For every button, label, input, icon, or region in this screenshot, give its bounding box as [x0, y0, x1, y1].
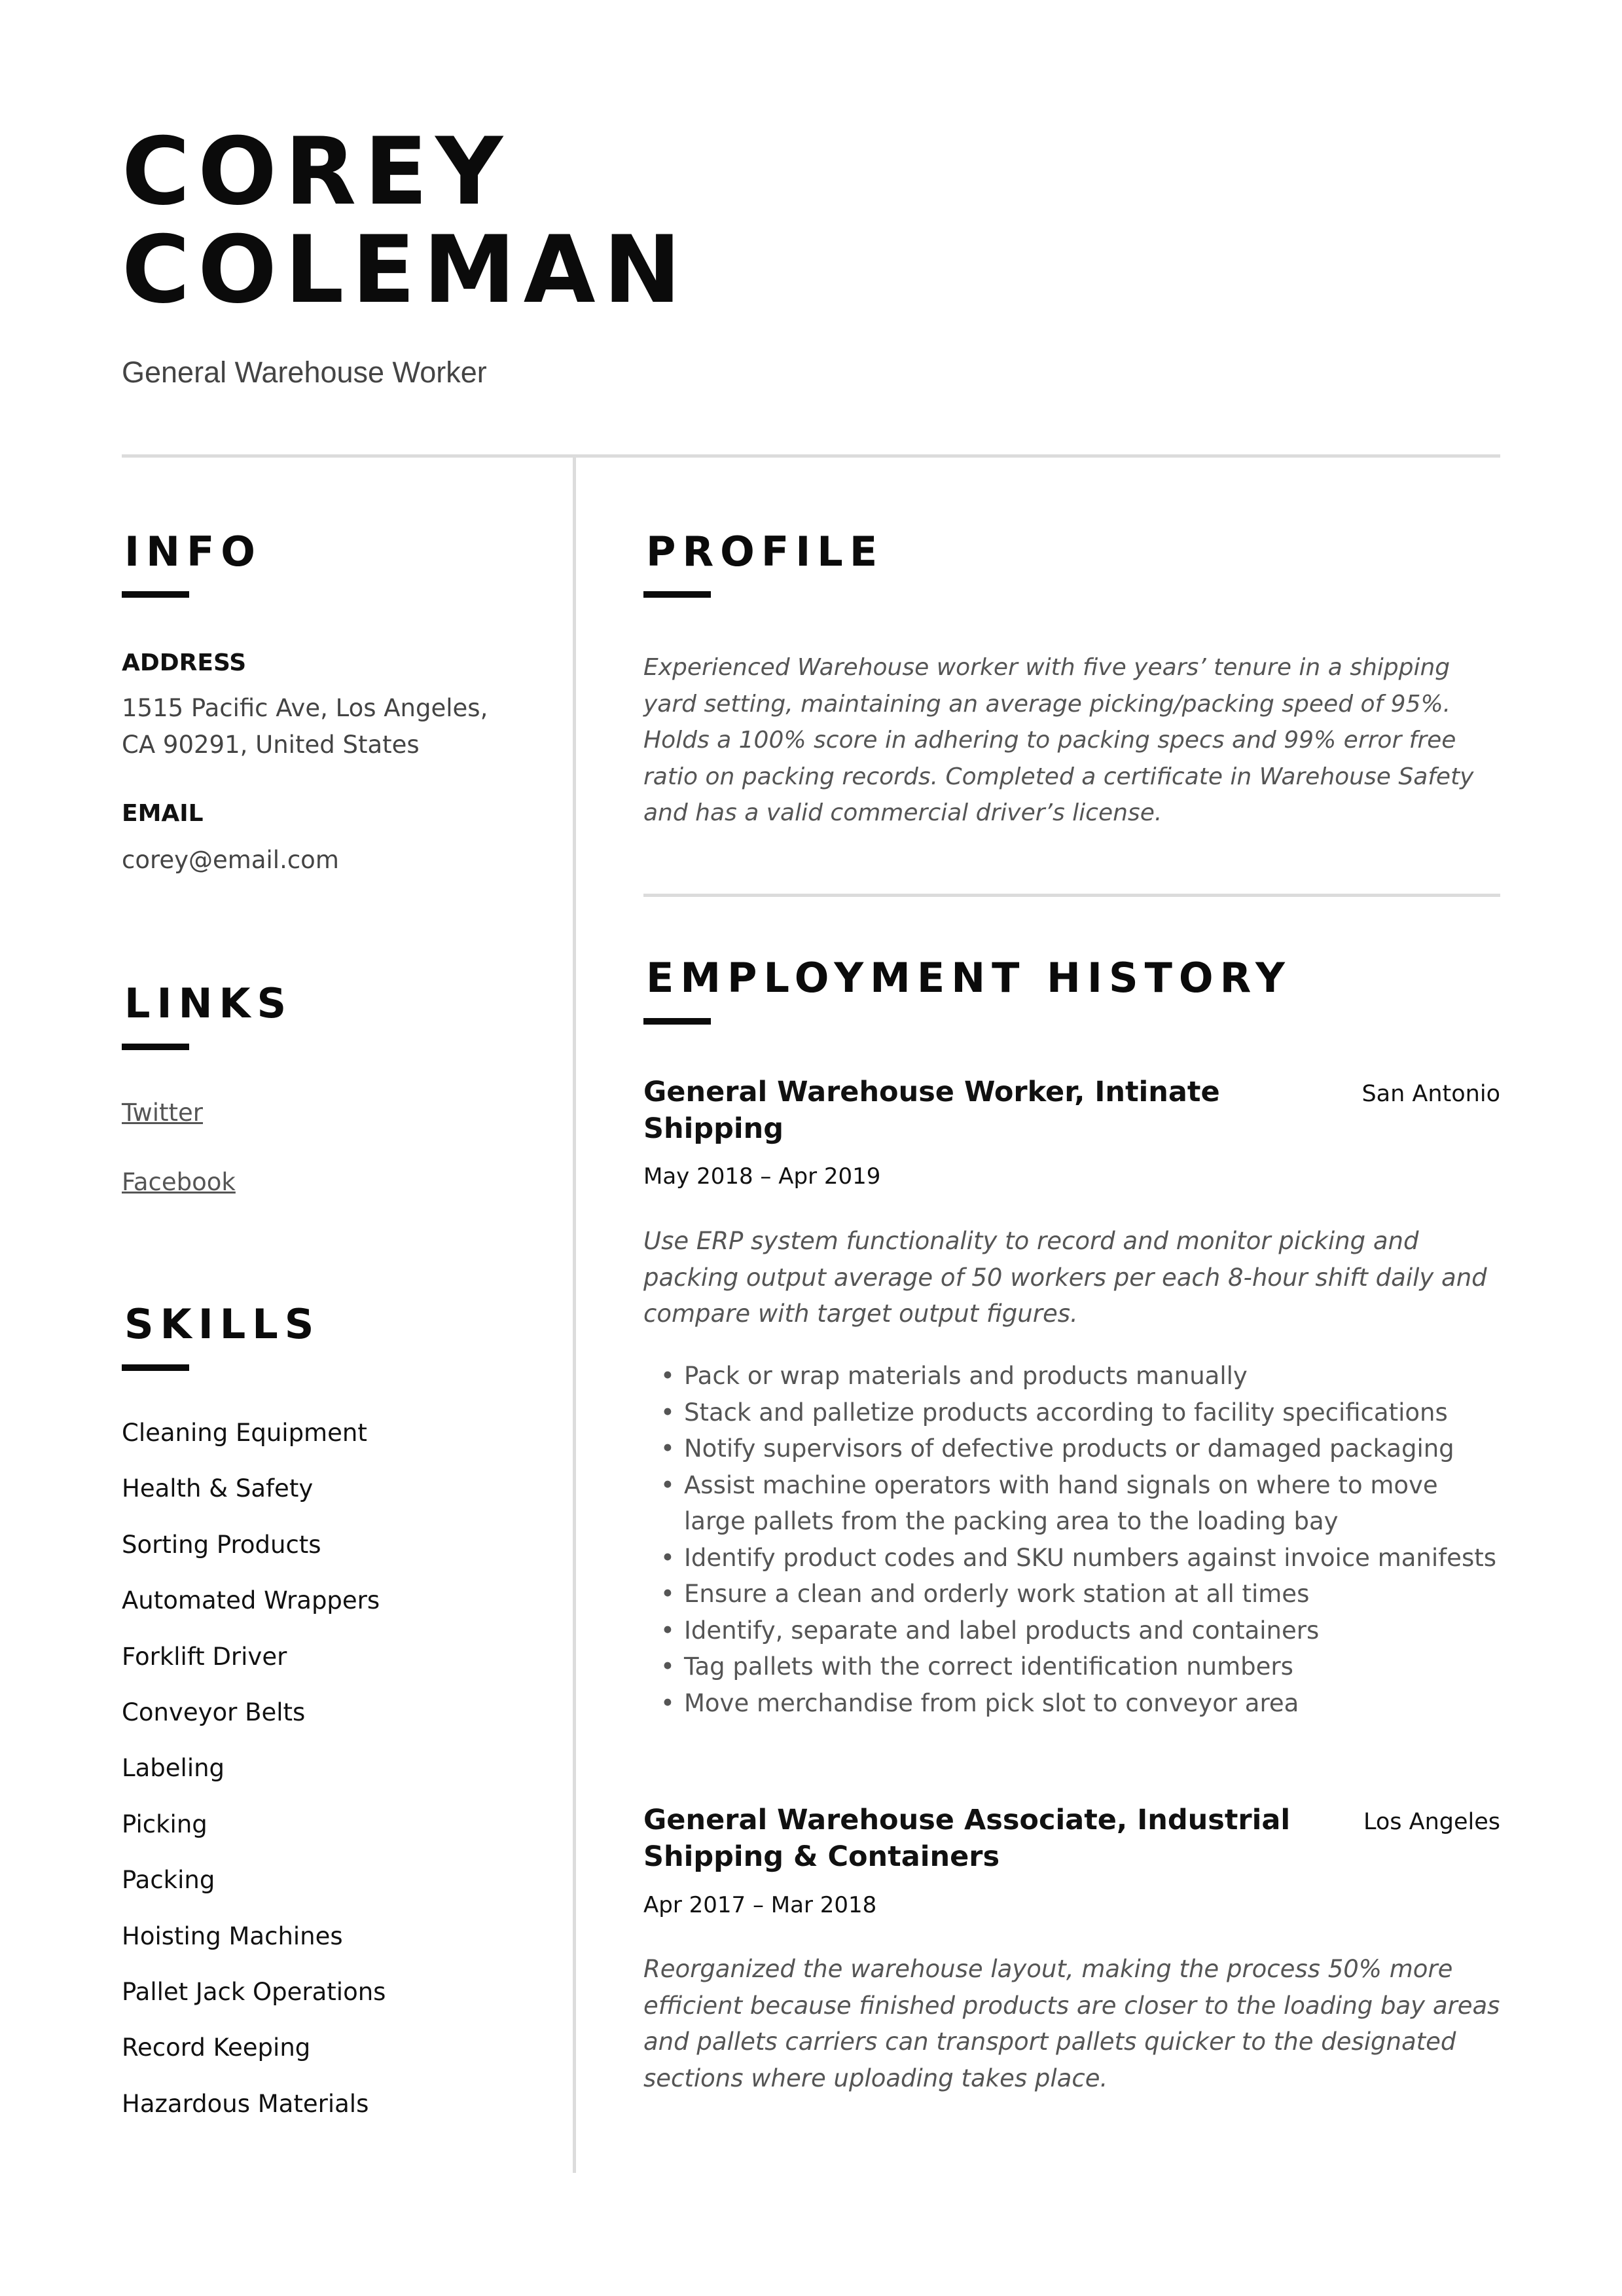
- skill-item: Packing: [122, 1866, 215, 1895]
- job-description-1: Use ERP system functionality to record and monitor picking and packing output average of 50 workers per each 8-hour shift daily and compare with target output figures.: [643, 1227, 1487, 1328]
- info-heading-underline: [122, 591, 189, 598]
- skill-item: Sorting Products: [122, 1530, 321, 1559]
- skill-item: Conveyor Belts: [122, 1698, 306, 1726]
- skill-item: Health & Safety: [122, 1474, 314, 1503]
- profile-summary: Experienced Warehouse worker with five years’ tenure in a shipping yard setting, maintaining an average picking/packing speed of 95%. Holds a 100% score in adhering to packing specs and 99% error free ratio on packing records. Completed a certificate in Warehouse Safety and has a valid commercial driver’s license.: [643, 654, 1474, 826]
- list-item: • Move merchandise from pick slot to conveyor area: [684, 1685, 1500, 1722]
- skill-item: Forklift Driver: [122, 1642, 287, 1671]
- address-line-2: CA 90291, United States: [122, 731, 420, 759]
- skills-list: [122, 1417, 386, 2143]
- list-item: • Ensure a clean and orderly work station at all times: [684, 1576, 1500, 1613]
- info-heading: INFO: [124, 528, 262, 575]
- list-item: • Pack or wrap materials and products manually: [684, 1358, 1500, 1394]
- list-item: • Identify, separate and label products and containers: [684, 1613, 1500, 1649]
- list-item: • Notify supervisors of defective products or damaged packaging: [684, 1430, 1500, 1467]
- skill-item: Hazardous Materials: [122, 2089, 369, 2118]
- email-label: EMAIL: [122, 800, 204, 827]
- employment-heading: EMPLOYMENT HISTORY: [646, 954, 1291, 1002]
- job-location-2: Los Angeles: [1363, 1809, 1500, 1835]
- links-heading: LINKS: [124, 979, 293, 1027]
- address-label: ADDRESS: [122, 649, 247, 676]
- candidate-name: [122, 118, 689, 324]
- employment-heading-underline: [643, 1018, 711, 1025]
- list-item: • Assist machine operators with hand signals on where to move large pallets from the packing area to the loading bay: [684, 1467, 1500, 1540]
- job-duties-1: [643, 1358, 1500, 1721]
- skill-item: Cleaning Equipment: [122, 1419, 367, 1447]
- profile-heading: PROFILE: [646, 528, 884, 575]
- job-location-1: San Antonio: [1361, 1081, 1500, 1107]
- list-item: • Identify product codes and SKU numbers against invoice manifests: [684, 1540, 1500, 1576]
- list-item: • Stack and palletize products according to facility specifications: [684, 1394, 1500, 1431]
- skill-item: Picking: [122, 1810, 207, 1838]
- email-value[interactable]: corey@email.com: [122, 846, 339, 874]
- skills-heading-underline: [122, 1364, 189, 1371]
- profile-divider: [643, 894, 1500, 897]
- job-title: General Warehouse Worker: [122, 355, 487, 389]
- job-title-1: General Warehouse Worker, Intinate Shipping: [643, 1076, 1220, 1145]
- header-divider: [122, 454, 1500, 458]
- skill-item: Automated Wrappers: [122, 1586, 380, 1615]
- facebook-link[interactable]: Facebook: [122, 1168, 236, 1196]
- skill-item: Record Keeping: [122, 2033, 311, 2062]
- job-dates-2: Apr 2017 – Mar 2018: [643, 1892, 877, 1918]
- job-title-2: General Warehouse Associate, Industrial Shipping & Containers: [643, 1804, 1291, 1873]
- skill-item: Pallet Jack Operations: [122, 1977, 386, 2006]
- name-last: COLEMAN: [122, 216, 689, 324]
- list-item: • Tag pallets with the correct identification numbers: [684, 1649, 1500, 1685]
- job-description-2: Reorganized the warehouse layout, making the process 50% more efficient because finished products are closer to the loading bay areas and pallets carriers can transport pallets quicker to the designated sections where uploading takes place.: [643, 1955, 1500, 2092]
- skills-heading: SKILLS: [124, 1300, 321, 1348]
- address-value: [122, 690, 541, 763]
- skill-item: Hoisting Machines: [122, 1922, 343, 1950]
- skill-item: Labeling: [122, 1754, 225, 1783]
- twitter-link[interactable]: Twitter: [122, 1099, 204, 1127]
- name-first: COREY: [122, 118, 511, 226]
- column-divider: [573, 458, 576, 2173]
- job-dates-1: May 2018 – Apr 2019: [643, 1163, 881, 1190]
- address-line-1: 1515 Pacific Ave, Los Angeles,: [122, 694, 488, 722]
- links-heading-underline: [122, 1044, 189, 1050]
- profile-heading-underline: [643, 591, 711, 598]
